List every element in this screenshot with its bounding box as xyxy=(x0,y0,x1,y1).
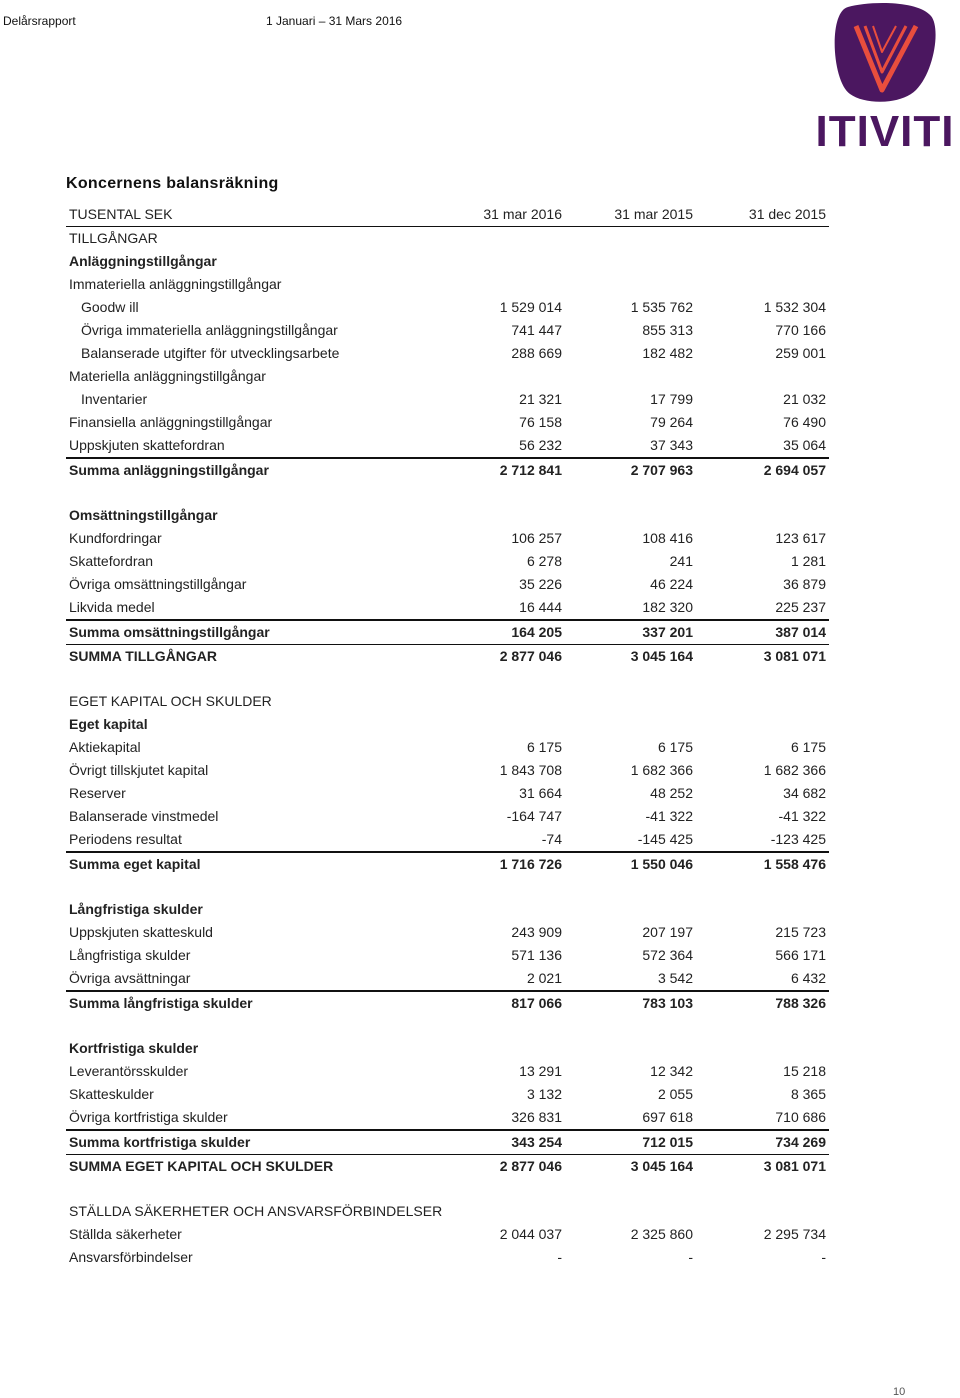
value-cell: 3 045 164 xyxy=(630,1158,693,1174)
value-cell: 6 175 xyxy=(657,739,693,755)
page-title: Koncernens balansräkning xyxy=(66,175,279,192)
row-label: Ställda säkerheter xyxy=(69,1226,182,1242)
section-row xyxy=(66,645,829,668)
value-cell: -41 322 xyxy=(645,808,693,824)
value-cell: 46 224 xyxy=(650,576,693,592)
row-label: Summa kortfristiga skulder xyxy=(69,1134,251,1150)
value-cell: 48 252 xyxy=(650,785,693,801)
row-label: Långfristiga skulder xyxy=(69,901,203,917)
sum-row xyxy=(66,1129,829,1155)
value-cell: 326 831 xyxy=(511,1109,562,1125)
section-row xyxy=(66,504,829,527)
table-row xyxy=(66,1223,829,1246)
table-row xyxy=(66,1060,829,1083)
value-cell: 566 171 xyxy=(775,947,826,963)
row-label: Kortfristiga skulder xyxy=(69,1040,199,1056)
value-cell: 164 205 xyxy=(511,624,562,640)
row-label: Omsättningstillgångar xyxy=(69,507,218,523)
section-row xyxy=(66,250,829,273)
row-label: Skatteskulder xyxy=(69,1086,154,1102)
value-cell: 741 447 xyxy=(511,322,562,338)
row-spacer xyxy=(66,876,829,898)
row-label: Summa eget kapital xyxy=(69,856,201,872)
row-label: Ansvarsförbindelser xyxy=(69,1249,193,1265)
row-label: Övrigt tillskjutet kapital xyxy=(69,762,209,778)
sum-row xyxy=(66,619,829,645)
table-row xyxy=(66,967,829,990)
value-cell: 1 682 366 xyxy=(630,762,693,778)
value-cell: 855 313 xyxy=(642,322,693,338)
table-row xyxy=(66,411,829,434)
value-cell: 3 081 071 xyxy=(763,648,826,664)
value-cell: 35 064 xyxy=(783,437,826,453)
value-cell: 79 264 xyxy=(650,414,693,430)
value-cell: 31 mar 2016 xyxy=(483,206,562,222)
row-label: TUSENTAL SEK xyxy=(69,206,173,222)
row-label: Balanserade vinstmedel xyxy=(69,808,219,824)
row-label: Summa långfristiga skulder xyxy=(69,995,253,1011)
row-label: Uppskjuten skatteskuld xyxy=(69,924,213,940)
row-label: SUMMA EGET KAPITAL OCH SKULDER xyxy=(69,1158,334,1174)
table-row xyxy=(66,573,829,596)
value-cell: 2 021 xyxy=(526,970,562,986)
value-cell: 6 175 xyxy=(790,739,826,755)
value-cell: 207 197 xyxy=(642,924,693,940)
value-cell: 37 343 xyxy=(650,437,693,453)
value-cell: 770 166 xyxy=(775,322,826,338)
value-cell: 182 320 xyxy=(642,599,693,615)
value-cell: 3 132 xyxy=(526,1086,562,1102)
value-cell: 2 877 046 xyxy=(499,648,562,664)
table-row xyxy=(66,527,829,550)
table-row xyxy=(66,805,829,828)
row-label: Inventarier xyxy=(81,391,148,407)
row-label: EGET KAPITAL OCH SKULDER xyxy=(69,693,272,709)
section-row xyxy=(66,1200,829,1223)
row-spacer xyxy=(66,482,829,504)
value-cell: 16 444 xyxy=(519,599,562,615)
value-cell: -145 425 xyxy=(637,831,693,847)
row-label: Skattefordran xyxy=(69,553,154,569)
value-cell: 343 254 xyxy=(511,1134,562,1150)
value-cell: 571 136 xyxy=(511,947,562,963)
table-row xyxy=(66,273,829,296)
value-cell: 2 707 963 xyxy=(630,462,693,478)
row-label: TILLGÅNGAR xyxy=(69,230,158,246)
value-cell: 31 mar 2015 xyxy=(614,206,693,222)
table-row xyxy=(66,388,829,411)
value-cell: 1 535 762 xyxy=(630,299,693,315)
value-cell: 734 269 xyxy=(775,1134,826,1150)
value-cell: 31 664 xyxy=(519,785,562,801)
row-label: Finansiella anläggningstillgångar xyxy=(69,414,273,430)
table-row xyxy=(66,1106,829,1129)
row-label: Likvida medel xyxy=(69,599,155,615)
value-cell: 34 682 xyxy=(783,785,826,801)
table-header-row xyxy=(66,203,829,227)
table-row xyxy=(66,296,829,319)
row-label: Kundfordringar xyxy=(69,530,162,546)
value-cell: 243 909 xyxy=(511,924,562,940)
value-cell: 2 055 xyxy=(657,1086,693,1102)
table-row xyxy=(66,434,829,457)
value-cell: 288 669 xyxy=(511,345,562,361)
row-label: Balanserade utgifter för utvecklingsarbete xyxy=(81,345,340,361)
value-cell: 3 045 164 xyxy=(630,648,693,664)
value-cell: 3 542 xyxy=(657,970,693,986)
value-cell: 21 032 xyxy=(783,391,826,407)
value-cell: 2 877 046 xyxy=(499,1158,562,1174)
value-cell: 6 175 xyxy=(526,739,562,755)
table-row xyxy=(66,319,829,342)
value-cell: -164 747 xyxy=(506,808,562,824)
row-label: STÄLLDA SÄKERHETER OCH ANSVARSFÖRBINDELSER xyxy=(69,1203,443,1219)
sum-row xyxy=(66,990,829,1015)
value-cell: 817 066 xyxy=(511,995,562,1011)
row-spacer xyxy=(66,1178,829,1200)
value-cell: 1 281 xyxy=(790,553,826,569)
row-label: SUMMA TILLGÅNGAR xyxy=(69,648,218,664)
row-label: Övriga omsättningstillgångar xyxy=(69,576,247,592)
value-cell: 106 257 xyxy=(511,530,562,546)
value-cell: 241 xyxy=(669,553,693,569)
table-row xyxy=(66,1083,829,1106)
value-cell: 108 416 xyxy=(642,530,693,546)
row-label: Reserver xyxy=(69,785,126,801)
value-cell: 225 237 xyxy=(775,599,826,615)
value-cell: 15 218 xyxy=(783,1063,826,1079)
value-cell: 17 799 xyxy=(650,391,693,407)
value-cell: 12 342 xyxy=(650,1063,693,1079)
table-row xyxy=(66,736,829,759)
value-cell: - xyxy=(688,1249,693,1265)
value-cell: 13 291 xyxy=(519,1063,562,1079)
value-cell: 712 015 xyxy=(642,1134,693,1150)
value-cell: 697 618 xyxy=(642,1109,693,1125)
value-cell: 76 490 xyxy=(783,414,826,430)
value-cell: 337 201 xyxy=(642,624,693,640)
value-cell: 36 879 xyxy=(783,576,826,592)
row-label: Summa omsättningstillgångar xyxy=(69,624,270,640)
value-cell: 2 044 037 xyxy=(499,1226,562,1242)
value-cell: 56 232 xyxy=(519,437,562,453)
value-cell: -123 425 xyxy=(770,831,826,847)
row-label: Summa anläggningstillgångar xyxy=(69,462,269,478)
table-row xyxy=(66,1246,829,1269)
value-cell: 2 325 860 xyxy=(630,1226,693,1242)
value-cell: 123 617 xyxy=(775,530,826,546)
value-cell: 1 716 726 xyxy=(499,856,562,872)
section-row xyxy=(66,227,829,250)
row-label: Leverantörsskulder xyxy=(69,1063,189,1079)
table-row xyxy=(66,782,829,805)
value-cell: 783 103 xyxy=(642,995,693,1011)
balance-sheet-table xyxy=(66,203,829,1269)
section-row xyxy=(66,898,829,921)
row-label: Aktiekapital xyxy=(69,739,141,755)
value-cell: 572 364 xyxy=(642,947,693,963)
row-label: Övriga avsättningar xyxy=(69,970,191,986)
value-cell: -41 322 xyxy=(778,808,826,824)
row-label: Immateriella anläggningstillgångar xyxy=(69,276,282,292)
value-cell: 2 712 841 xyxy=(499,462,562,478)
value-cell: 215 723 xyxy=(775,924,826,940)
page-number: 10 xyxy=(893,1386,906,1398)
row-label: Materiella anläggningstillgångar xyxy=(69,368,266,384)
row-label: Långfristiga skulder xyxy=(69,947,191,963)
logo-wordmark: ITIVITI xyxy=(815,107,955,156)
table-row xyxy=(66,944,829,967)
row-label: Övriga immateriella anläggningstillgångar xyxy=(81,322,338,338)
sum-row xyxy=(66,851,829,876)
section-row xyxy=(66,713,829,736)
value-cell: 788 326 xyxy=(775,995,826,1011)
section-row xyxy=(66,1155,829,1178)
section-row xyxy=(66,690,829,713)
value-cell: 1 529 014 xyxy=(499,299,562,315)
value-cell: 259 001 xyxy=(775,345,826,361)
sum-row xyxy=(66,457,829,482)
value-cell: 2 694 057 xyxy=(763,462,826,478)
value-cell: -74 xyxy=(541,831,562,847)
row-label: Eget kapital xyxy=(69,716,148,732)
value-cell: 710 686 xyxy=(775,1109,826,1125)
table-row xyxy=(66,921,829,944)
value-cell: - xyxy=(557,1249,562,1265)
value-cell: 3 081 071 xyxy=(763,1158,826,1174)
report-type-label: Delårsrapport xyxy=(3,14,76,28)
value-cell: 1 532 304 xyxy=(763,299,826,315)
value-cell: 1 843 708 xyxy=(499,762,562,778)
row-label: Övriga kortfristiga skulder xyxy=(69,1109,228,1125)
value-cell: 8 365 xyxy=(790,1086,826,1102)
row-label: Uppskjuten skattefordran xyxy=(69,437,225,453)
value-cell: 1 682 366 xyxy=(763,762,826,778)
value-cell: 6 432 xyxy=(790,970,826,986)
table-row xyxy=(66,596,829,619)
value-cell: 387 014 xyxy=(775,624,826,640)
value-cell: 182 482 xyxy=(642,345,693,361)
section-row xyxy=(66,1037,829,1060)
table-row xyxy=(66,828,829,851)
value-cell: 1 550 046 xyxy=(630,856,693,872)
row-label: Anläggningstillgångar xyxy=(69,253,217,269)
value-cell: 21 321 xyxy=(519,391,562,407)
table-row xyxy=(66,550,829,573)
value-cell: 6 278 xyxy=(526,553,562,569)
table-row xyxy=(66,759,829,782)
value-cell: 2 295 734 xyxy=(763,1226,826,1242)
table-row xyxy=(66,365,829,388)
value-cell: 76 158 xyxy=(519,414,562,430)
value-cell: - xyxy=(821,1249,826,1265)
report-period-label: 1 Januari – 31 Mars 2016 xyxy=(266,14,403,28)
value-cell: 35 226 xyxy=(519,576,562,592)
row-label: Periodens resultat xyxy=(69,831,182,847)
row-spacer xyxy=(66,1015,829,1037)
row-spacer xyxy=(66,668,829,690)
value-cell: 1 558 476 xyxy=(763,856,826,872)
value-cell: 31 dec 2015 xyxy=(748,206,826,222)
table-row xyxy=(66,342,829,365)
row-label: Goodw ill xyxy=(81,299,139,315)
